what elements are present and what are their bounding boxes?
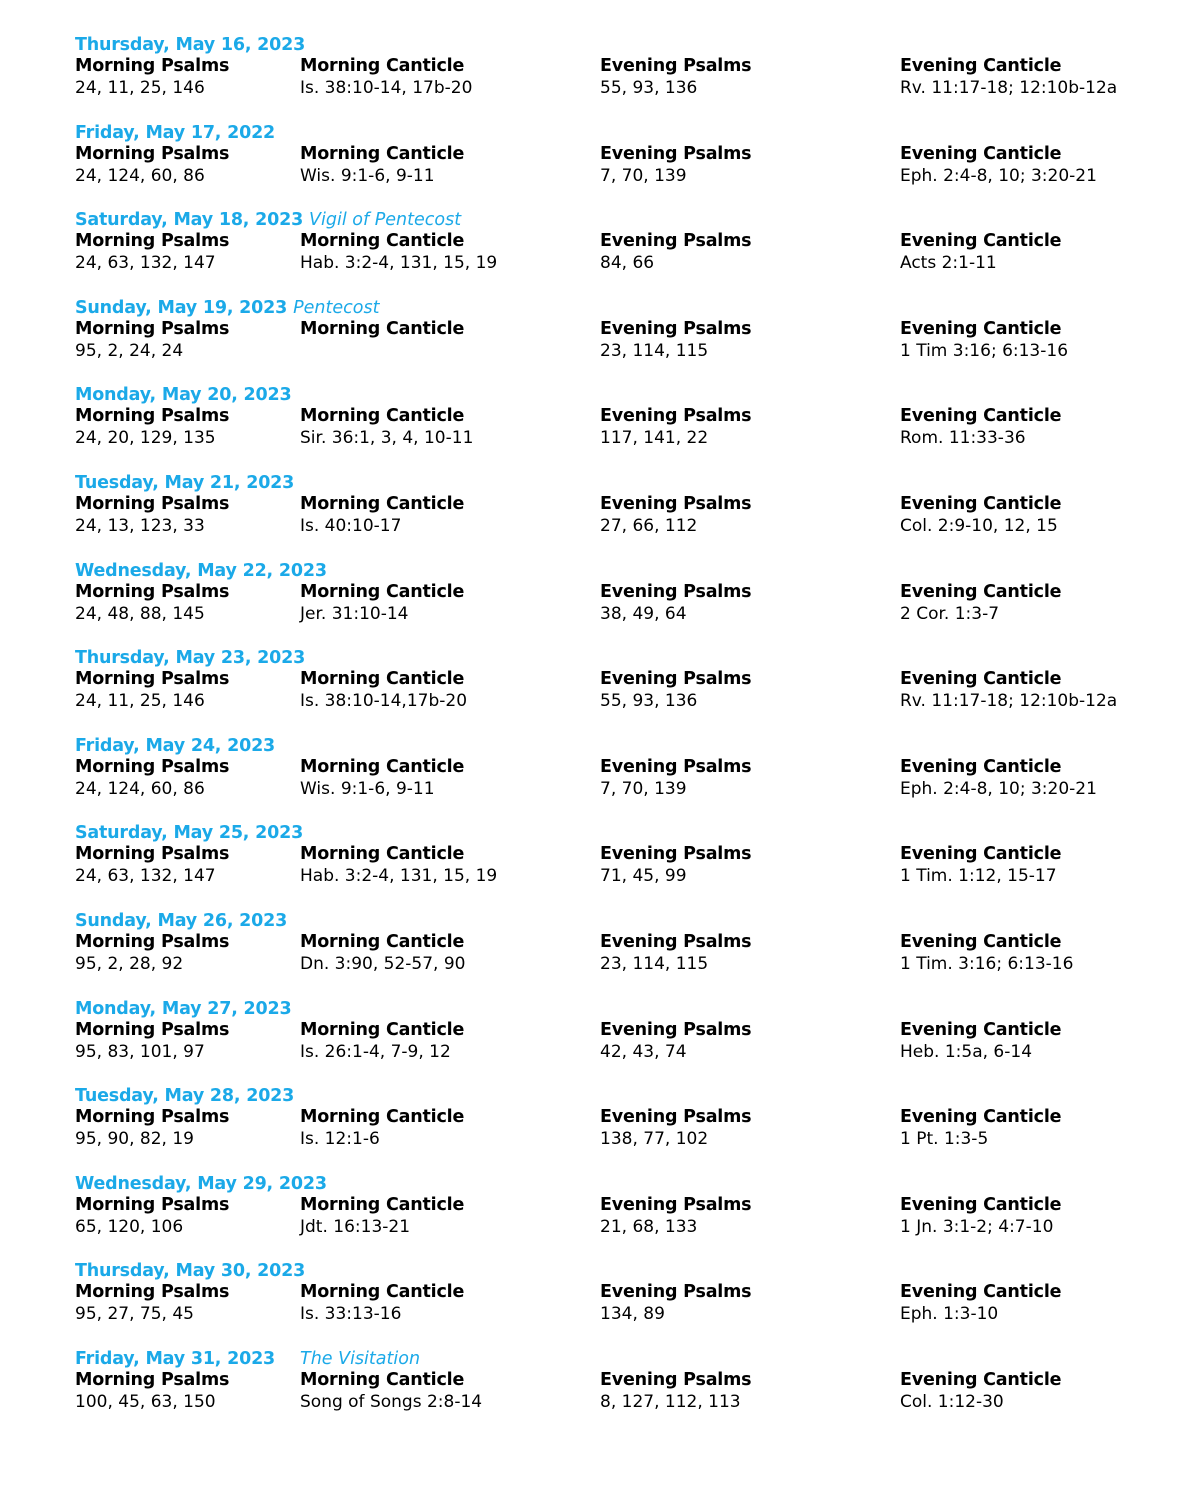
evening-canticle-label: Evening Canticle <box>900 581 1062 602</box>
evening-canticle-label: Evening Canticle <box>900 844 1062 865</box>
evening-psalms-label: Evening Psalms <box>600 143 752 164</box>
evening-canticle-label: Evening Canticle <box>900 1019 1062 1040</box>
morning-psalms-column <box>75 931 229 975</box>
evening-psalms-value: 27, 66, 112 <box>600 516 698 536</box>
morning-psalms-value: 24, 11, 25, 146 <box>75 691 205 712</box>
evening-canticle-value: 1 Tim. 1:12, 15-17 <box>900 866 1057 887</box>
day-entry <box>0 296 1200 376</box>
day-date: Friday, May 31, 2023 <box>75 1349 276 1369</box>
evening-canticle-label: Evening Canticle <box>900 1370 1062 1390</box>
morning-canticle-value: Hab. 3:2-4, 131, 15, 19 <box>300 253 498 274</box>
evening-canticle-value: Heb. 1:5a, 6-14 <box>900 1041 1033 1062</box>
evening-canticle-column <box>900 230 1061 274</box>
morning-psalms-label: Morning Psalms <box>75 1282 230 1303</box>
morning-canticle-label: Morning Canticle <box>300 143 465 164</box>
date-line <box>75 208 461 232</box>
day-date: Friday, May 17, 2022 <box>75 122 276 143</box>
morning-psalms-label: Morning Psalms <box>75 406 230 427</box>
morning-psalms-column <box>75 1019 229 1063</box>
morning-psalms-label: Morning Psalms <box>75 143 230 164</box>
evening-canticle-column <box>900 581 1061 625</box>
morning-psalms-column <box>75 55 229 99</box>
morning-canticle-column <box>300 55 472 99</box>
evening-psalms-label: Evening Psalms <box>600 1194 752 1215</box>
feast-name: The Visitation <box>300 1349 421 1369</box>
morning-canticle-column <box>300 143 464 187</box>
evening-canticle-column <box>900 1194 1061 1238</box>
evening-canticle-label: Evening Canticle <box>900 143 1062 164</box>
evening-psalms-value: 134, 89 <box>600 1304 665 1325</box>
day-date: Tuesday, May 21, 2023 <box>75 473 295 493</box>
morning-canticle-column <box>300 318 464 362</box>
morning-canticle-value: Is. 40:10-17 <box>300 516 402 536</box>
morning-canticle-value: Is. 33:13-16 <box>300 1304 402 1325</box>
evening-psalms-value: 8, 127, 112, 113 <box>600 1392 741 1412</box>
morning-psalms-label: Morning Psalms <box>75 494 230 514</box>
date-line <box>75 383 291 407</box>
evening-canticle-value: Rv. 11:17-18; 12:10b-12a <box>900 691 1118 712</box>
evening-psalms-label: Evening Psalms <box>600 231 752 252</box>
morning-psalms-value: 24, 11, 25, 146 <box>75 78 205 98</box>
morning-psalms-value: 24, 63, 132, 147 <box>75 253 216 274</box>
day-entry <box>0 909 1200 989</box>
day-date: Sunday, May 26, 2023 <box>75 911 288 931</box>
evening-canticle-label: Evening Canticle <box>900 231 1062 252</box>
evening-canticle-column <box>900 1019 1061 1063</box>
day-entry <box>0 559 1200 639</box>
morning-psalms-value: 95, 2, 24, 24 <box>75 340 184 361</box>
evening-canticle-column <box>900 55 1117 99</box>
morning-psalms-label: Morning Psalms <box>75 669 230 690</box>
evening-psalms-label: Evening Psalms <box>600 56 752 76</box>
day-entry <box>0 1084 1200 1164</box>
date-line <box>75 121 275 145</box>
evening-canticle-column <box>900 843 1061 887</box>
date-line <box>75 821 303 845</box>
morning-psalms-column <box>75 668 229 712</box>
evening-canticle-label: Evening Canticle <box>900 1282 1062 1303</box>
evening-canticle-column <box>900 1106 1061 1150</box>
morning-psalms-column <box>75 843 229 887</box>
morning-canticle-value: Jdt. 16:13-21 <box>300 1216 411 1237</box>
evening-psalms-column <box>600 1194 751 1238</box>
morning-canticle-column <box>300 668 467 712</box>
evening-canticle-column <box>900 405 1061 449</box>
evening-canticle-column <box>900 318 1068 362</box>
date-line <box>75 646 305 670</box>
evening-canticle-column <box>900 668 1117 712</box>
morning-canticle-label: Morning Canticle <box>300 56 465 76</box>
morning-canticle-label: Morning Canticle <box>300 231 465 252</box>
evening-psalms-column <box>600 143 751 187</box>
day-entry <box>0 121 1200 201</box>
evening-psalms-value: 138, 77, 102 <box>600 1129 709 1150</box>
day-date: Wednesday, May 29, 2023 <box>75 1173 327 1194</box>
morning-canticle-label: Morning Canticle <box>300 1194 465 1215</box>
evening-psalms-column <box>600 55 751 99</box>
morning-psalms-value: 24, 124, 60, 86 <box>75 165 205 186</box>
evening-psalms-label: Evening Psalms <box>600 932 752 952</box>
evening-psalms-value: 84, 66 <box>600 253 655 274</box>
day-date: Thursday, May 16, 2023 <box>75 35 306 55</box>
day-date: Monday, May 20, 2023 <box>75 385 292 406</box>
day-entry <box>0 1259 1200 1339</box>
day-date: Sunday, May 19, 2023 <box>75 297 288 318</box>
day-entry <box>0 1347 1200 1427</box>
morning-canticle-value: Is. 38:10-14, 17b-20 <box>300 78 473 98</box>
evening-psalms-label: Evening Psalms <box>600 494 752 514</box>
day-date: Wednesday, May 22, 2023 <box>75 560 327 581</box>
morning-psalms-value: 95, 83, 101, 97 <box>75 1041 205 1062</box>
evening-canticle-label: Evening Canticle <box>900 56 1062 76</box>
morning-canticle-label: Morning Canticle <box>300 1107 465 1128</box>
day-entry <box>0 383 1200 463</box>
morning-psalms-value: 24, 48, 88, 145 <box>75 603 205 624</box>
date-line <box>75 296 379 320</box>
day-entry <box>0 646 1200 726</box>
evening-canticle-column <box>900 931 1073 975</box>
evening-canticle-value: 1 Pt. 1:3-5 <box>900 1129 989 1150</box>
evening-psalms-column <box>600 843 751 887</box>
morning-canticle-value: Dn. 3:90, 52-57, 90 <box>300 954 466 974</box>
evening-canticle-value: Rom. 11:33-36 <box>900 428 1026 449</box>
evening-canticle-value: Col. 1:12-30 <box>900 1392 1004 1412</box>
morning-canticle-label: Morning Canticle <box>300 669 465 690</box>
evening-psalms-value: 38, 49, 64 <box>600 603 687 624</box>
morning-psalms-label: Morning Psalms <box>75 844 230 865</box>
day-date: Thursday, May 30, 2023 <box>75 1261 306 1282</box>
morning-psalms-label: Morning Psalms <box>75 1107 230 1128</box>
evening-psalms-label: Evening Psalms <box>600 1107 752 1128</box>
evening-psalms-column <box>600 668 751 712</box>
feast-name: Vigil of Pentecost <box>309 210 462 231</box>
evening-psalms-label: Evening Psalms <box>600 756 752 777</box>
feast-name: Pentecost <box>293 297 380 318</box>
day-entry <box>0 471 1200 551</box>
evening-psalms-label: Evening Psalms <box>600 844 752 865</box>
day-entry <box>0 33 1200 113</box>
evening-canticle-column <box>900 143 1097 187</box>
morning-canticle-column <box>300 230 497 274</box>
evening-psalms-column <box>600 230 751 274</box>
evening-psalms-column <box>600 1369 751 1413</box>
evening-psalms-column <box>600 1281 751 1325</box>
morning-psalms-value: 95, 2, 28, 92 <box>75 954 184 974</box>
evening-psalms-label: Evening Psalms <box>600 669 752 690</box>
morning-canticle-column <box>300 405 473 449</box>
morning-canticle-label: Morning Canticle <box>300 756 465 777</box>
morning-canticle-column <box>300 1194 464 1238</box>
evening-psalms-label: Evening Psalms <box>600 318 752 339</box>
date-line <box>75 1259 305 1283</box>
evening-canticle-value: 1 Jn. 3:1-2; 4:7-10 <box>900 1216 1054 1237</box>
evening-canticle-column <box>900 756 1097 800</box>
evening-psalms-label: Evening Psalms <box>600 406 752 427</box>
morning-psalms-column <box>75 1194 229 1238</box>
morning-canticle-value: Is. 38:10-14,17b-20 <box>300 691 468 712</box>
morning-canticle-value: Song of Songs 2:8-14 <box>300 1392 483 1412</box>
day-entry <box>0 1172 1200 1252</box>
morning-canticle-column <box>300 931 466 975</box>
day-date: Tuesday, May 28, 2023 <box>75 1086 295 1107</box>
morning-psalms-column <box>75 756 229 800</box>
evening-psalms-column <box>600 756 751 800</box>
date-line <box>75 997 291 1021</box>
morning-psalms-label: Morning Psalms <box>75 56 230 76</box>
evening-canticle-label: Evening Canticle <box>900 756 1062 777</box>
morning-canticle-label: Morning Canticle <box>300 406 465 427</box>
evening-canticle-label: Evening Canticle <box>900 669 1062 690</box>
morning-psalms-column <box>75 1281 229 1325</box>
morning-canticle-column <box>300 1281 464 1325</box>
morning-canticle-value: Hab. 3:2-4, 131, 15, 19 <box>300 866 498 887</box>
morning-psalms-label: Morning Psalms <box>75 1370 230 1390</box>
evening-psalms-label: Evening Psalms <box>600 1019 752 1040</box>
evening-canticle-column <box>900 1369 1061 1413</box>
day-entry <box>0 997 1200 1077</box>
evening-psalms-column <box>600 1106 751 1150</box>
evening-psalms-value: 7, 70, 139 <box>600 778 687 799</box>
morning-canticle-column <box>300 1369 482 1413</box>
date-line <box>75 909 287 933</box>
morning-psalms-value: 24, 124, 60, 86 <box>75 778 205 799</box>
evening-canticle-label: Evening Canticle <box>900 406 1062 427</box>
morning-canticle-label: Morning Canticle <box>300 1282 465 1303</box>
morning-canticle-value: Jer. 31:10-14 <box>300 603 409 624</box>
morning-psalms-label: Morning Psalms <box>75 318 230 339</box>
date-line <box>75 471 294 495</box>
evening-psalms-value: 7, 70, 139 <box>600 165 687 186</box>
morning-canticle-label: Morning Canticle <box>300 318 465 339</box>
morning-psalms-column <box>75 1106 229 1150</box>
morning-canticle-column <box>300 581 464 625</box>
evening-psalms-label: Evening Psalms <box>600 1370 752 1390</box>
morning-psalms-column <box>75 581 229 625</box>
morning-canticle-column <box>300 843 497 887</box>
morning-psalms-value: 24, 20, 129, 135 <box>75 428 216 449</box>
evening-canticle-column <box>900 493 1061 537</box>
day-entry <box>0 734 1200 814</box>
morning-psalms-value: 95, 27, 75, 45 <box>75 1304 194 1325</box>
morning-canticle-label: Morning Canticle <box>300 581 465 602</box>
evening-canticle-value: Eph. 2:4-8, 10; 3:20-21 <box>900 165 1097 186</box>
evening-canticle-label: Evening Canticle <box>900 318 1062 339</box>
morning-psalms-column <box>75 143 229 187</box>
day-date: Thursday, May 23, 2023 <box>75 648 306 669</box>
day-entry <box>0 821 1200 901</box>
morning-canticle-value: Is. 26:1-4, 7-9, 12 <box>300 1041 451 1062</box>
morning-canticle-column <box>300 1019 464 1063</box>
morning-canticle-value: Sir. 36:1, 3, 4, 10-11 <box>300 428 474 449</box>
date-line <box>75 559 327 583</box>
date-line <box>75 1084 294 1108</box>
morning-canticle-value <box>300 340 464 362</box>
morning-psalms-value: 65, 120, 106 <box>75 1216 184 1237</box>
evening-psalms-column <box>600 493 751 537</box>
morning-canticle-label: Morning Canticle <box>300 1019 465 1040</box>
evening-psalms-value: 21, 68, 133 <box>600 1216 698 1237</box>
evening-canticle-label: Evening Canticle <box>900 494 1062 514</box>
evening-psalms-value: 71, 45, 99 <box>600 866 687 887</box>
evening-psalms-column <box>600 405 751 449</box>
evening-canticle-label: Evening Canticle <box>900 1194 1062 1215</box>
evening-psalms-label: Evening Psalms <box>600 581 752 602</box>
evening-psalms-value: 55, 93, 136 <box>600 78 698 98</box>
evening-canticle-value: 2 Cor. 1:3-7 <box>900 603 1000 624</box>
evening-canticle-label: Evening Canticle <box>900 932 1062 952</box>
date-line <box>75 1172 327 1196</box>
evening-canticle-value: Eph. 2:4-8, 10; 3:20-21 <box>900 778 1097 799</box>
morning-psalms-label: Morning Psalms <box>75 1194 230 1215</box>
evening-canticle-label: Evening Canticle <box>900 1107 1062 1128</box>
morning-psalms-column <box>75 493 229 537</box>
morning-psalms-label: Morning Psalms <box>75 756 230 777</box>
morning-psalms-column <box>75 318 229 362</box>
date-line <box>75 1347 421 1371</box>
morning-canticle-label: Morning Canticle <box>300 932 465 952</box>
day-date: Saturday, May 18, 2023 <box>75 210 304 231</box>
morning-canticle-column <box>300 1106 464 1150</box>
evening-psalms-column <box>600 1019 751 1063</box>
evening-canticle-value: 1 Tim 3:16; 6:13-16 <box>900 340 1069 361</box>
morning-canticle-value: Is. 12:1-6 <box>300 1129 380 1150</box>
evening-psalms-value: 55, 93, 136 <box>600 691 698 712</box>
day-entry <box>0 208 1200 288</box>
evening-canticle-column <box>900 1281 1061 1325</box>
day-date: Saturday, May 25, 2023 <box>75 823 304 844</box>
evening-canticle-value: 1 Tim. 3:16; 6:13-16 <box>900 954 1074 974</box>
evening-canticle-value: Col. 2:9-10, 12, 15 <box>900 516 1058 536</box>
evening-psalms-value: 23, 114, 115 <box>600 954 709 974</box>
evening-canticle-value: Rv. 11:17-18; 12:10b-12a <box>900 78 1118 98</box>
morning-canticle-value: Wis. 9:1-6, 9-11 <box>300 778 435 799</box>
day-date: Friday, May 24, 2023 <box>75 735 276 756</box>
evening-psalms-label: Evening Psalms <box>600 1282 752 1303</box>
evening-psalms-column <box>600 581 751 625</box>
evening-psalms-value: 117, 141, 22 <box>600 428 709 449</box>
date-line <box>75 734 275 758</box>
morning-psalms-value: 95, 90, 82, 19 <box>75 1129 194 1150</box>
morning-psalms-label: Morning Psalms <box>75 932 230 952</box>
morning-psalms-value: 24, 13, 123, 33 <box>75 516 205 536</box>
evening-psalms-value: 23, 114, 115 <box>600 340 709 361</box>
evening-psalms-column <box>600 318 751 362</box>
morning-psalms-label: Morning Psalms <box>75 231 230 252</box>
morning-psalms-column <box>75 405 229 449</box>
morning-canticle-label: Morning Canticle <box>300 844 465 865</box>
day-date: Monday, May 27, 2023 <box>75 998 292 1019</box>
morning-canticle-label: Morning Canticle <box>300 1370 465 1390</box>
evening-canticle-value: Acts 2:1-11 <box>900 253 997 274</box>
evening-psalms-column <box>600 931 751 975</box>
morning-canticle-label: Morning Canticle <box>300 494 465 514</box>
morning-psalms-column <box>75 230 229 274</box>
morning-psalms-value: 100, 45, 63, 150 <box>75 1392 216 1412</box>
morning-canticle-column <box>300 756 464 800</box>
evening-psalms-value: 42, 43, 74 <box>600 1041 687 1062</box>
evening-canticle-value: Eph. 1:3-10 <box>900 1304 999 1325</box>
morning-psalms-label: Morning Psalms <box>75 1019 230 1040</box>
morning-canticle-value: Wis. 9:1-6, 9-11 <box>300 165 435 186</box>
morning-psalms-column <box>75 1369 229 1413</box>
morning-psalms-value: 24, 63, 132, 147 <box>75 866 216 887</box>
date-line <box>75 33 305 57</box>
morning-canticle-column <box>300 493 464 537</box>
morning-psalms-label: Morning Psalms <box>75 581 230 602</box>
